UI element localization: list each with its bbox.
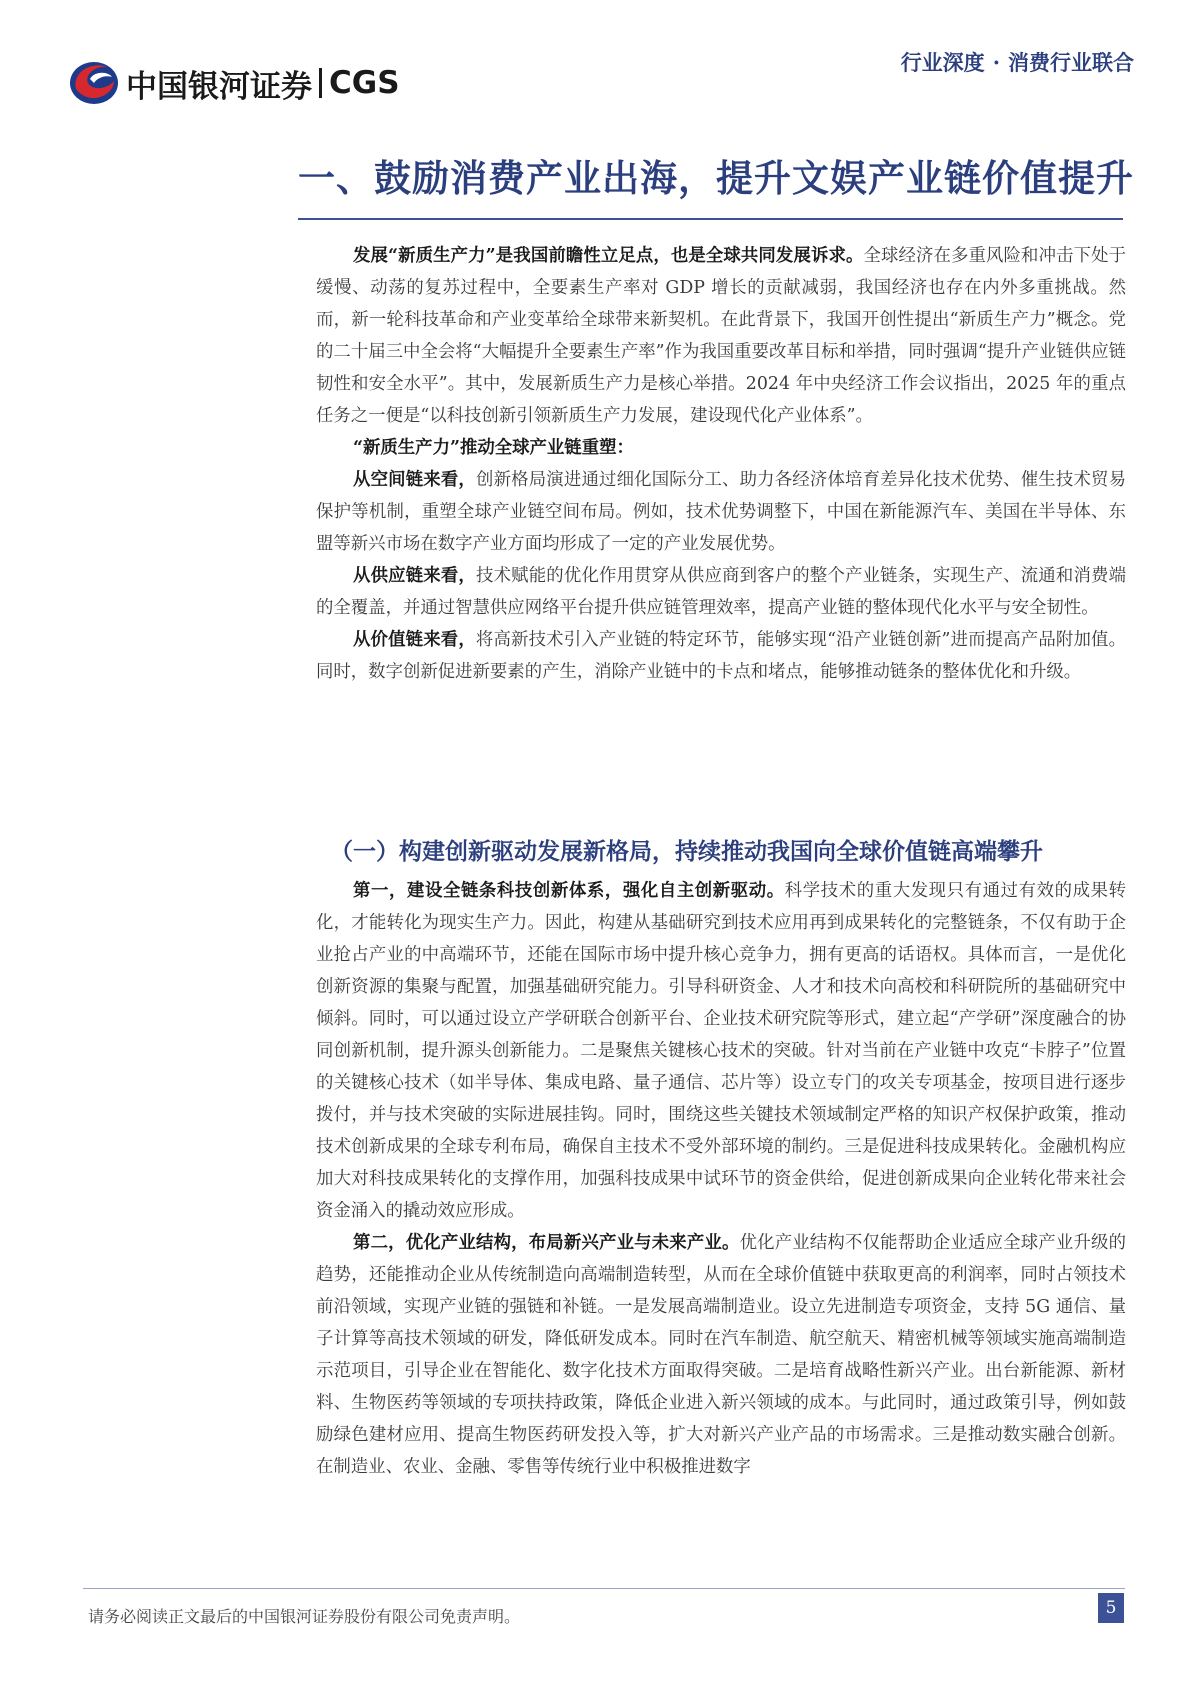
cgs-logo-icon [68,59,120,107]
paragraph [316,624,1126,688]
logo-divider [319,68,322,98]
logo-chinese-name: 中国银河证券 [126,68,312,105]
paragraph [316,1227,1126,1483]
paragraph-lead: 从价值链来看， [353,630,476,650]
report-industry: 消费行业联合 [1008,50,1134,75]
paragraph-lead: 从空间链来看， [353,470,477,490]
paragraph [316,240,1126,432]
paragraph-text: 将高新技术引入产业链的特定环节，能够实现“沿产业链创新”进而提高产品附加值。同时，数字创新促进新要素的产生，消除产业链中的卡点和堵点，能够推动链条的整体优化和升级。 [316,630,1126,682]
paragraph-lead: 第二，优化产业结构，布局新兴产业与未来产业。 [353,1233,740,1253]
paragraph-text: 创新格局演进通过细化国际分工、助力各经济体培育差异化技术优势、催生技术贸易保护等机制，重塑全球产业链空间布局。例如，技术优势调整下，中国在新能源汽车、美国在半导体、东盟等新兴市场在数字产业方面均形成了一定的产业发展优势。 [316,470,1126,554]
page-header [0,0,1190,110]
footer-divider [83,1588,1125,1589]
paragraph-lead: 发展“新质生产力”是我国前瞻性立足点，也是全球共同发展诉求。 [353,246,864,266]
logo-english-name: CGS [329,65,400,101]
paragraph [316,432,1126,464]
section-body [316,240,1126,688]
report-type: 行业深度 [900,50,985,75]
paragraph-text: 技术赋能的优化作用贯穿从供应商到客户的整个产业链条，实现生产、流通和消费端的全覆盖，并通过智慧供应网络平台提升供应链管理效率，提高产业链的整体现代化水平与安全韧性。 [316,566,1126,618]
paragraph [316,875,1126,1227]
title-underline [298,218,1123,220]
paragraph-text: 优化产业结构不仅能帮助企业适应全球产业升级的趋势，还能推动企业从传统制造向高端制造转型，从而在全球价值链中获取更高的利润率，同时占领技术前沿领域，实现产业链的强链和补链。一是发展高端制造业。设立先进制造专项资金，支持 5G 通信、量子计算等高技术领域的研发，降低研发成本。同时在汽车制造、航空航天、精密机械等领域实施高端制造示范项目，引导企业在智能化、数字化技术方面取得突破。二是培育战略性新兴产业。出台新能源、新材料、生物医药等领域的专项扶持政策，降低企业进入新兴领域的成本。与此同时，通过政策引导，例如鼓励绿色建材应用、提高生物医药研发投入等，扩大对新兴产业产品的市场需求。三是推动数实融合创新。在制造业、农业、金融、零售等传统行业中积极推进数字 [316,1233,1126,1477]
paragraph-lead: 第一，建设全链条科技创新体系，强化自主创新驱动。 [353,881,785,901]
subsection-title: （一）构建创新驱动发展新格局，持续推动我国向全球价值链高端攀升 [330,838,1043,865]
category-separator: · [992,50,1000,75]
page-number: 5 [1098,1593,1124,1623]
subsection-body [316,875,1126,1483]
paragraph [316,464,1126,560]
paragraph-lead: 从供应链来看， [353,566,477,586]
paragraph-text: 科学技术的重大发现只有通过有效的成果转化，才能转化为现实生产力。因此，构建从基础研究到技术应用再到成果转化的完整链条，不仅有助于企业抢占产业的中高端环节，还能在国际市场中提升核心竞争力，拥有更高的话语权。具体而言，一是优化创新资源的集聚与配置，加强基础研究能力。引导科研资金、人才和技术向高校和科研院所的基础研究中倾斜。同时，可以通过设立产学研联合创新平台、企业技术研究院等形式，建立起“产学研”深度融合的协同创新机制，提升源头创新能力。二是聚焦关键核心技术的突破。针对当前在产业链中攻克“卡脖子”位置的关键核心技术（如半导体、集成电路、量子通信、芯片等）设立专门的攻关专项基金，按项目进行逐步拨付，并与技术突破的实际进展挂钩。同时，围绕这些关键技术领域制定严格的知识产权保护政策，推动技术创新成果的全球专利布局，确保自主技术不受外部环境的制约。三是促进科技成果转化。金融机构应加大对科技成果转化的支撑作用，加强科技成果中试环节的资金供给，促进创新成果向企业转化带来社会资金涌入的撬动效应形成。 [316,881,1126,1221]
footer-disclaimer: 请务必阅读正文最后的中国银河证券股份有限公司免责声明。 [88,1607,521,1626]
paragraph [316,560,1126,624]
paragraph-lead: “新质生产力”推动全球产业链重塑： [353,438,634,458]
section-title: 一、鼓励消费产业出海，提升文娱产业链价值提升 [298,156,1134,200]
paragraph-text: 全球经济在多重风险和冲击下处于缓慢、动荡的复苏过程中，全要素生产率对 GDP 增长的贡献减弱，我国经济也存在内外多重挑战。然而，新一轮科技革命和产业变革给全球带来新契机。在此背景下，我国开创性提出“新质生产力”概念。党的二十届三中全会将“大幅提升全要素生产率”作为我国重要改革目标和举措，同时强调“提升产业链供应链韧性和安全水平”。其中，发展新质生产力是核心举措。2024 年中央经济工作会议指出，2025 年的重点任务之一便是“以科技创新引领新质生产力发展，建设现代化产业体系”。 [316,246,1126,426]
company-logo [68,58,400,108]
report-category [901,47,1134,77]
